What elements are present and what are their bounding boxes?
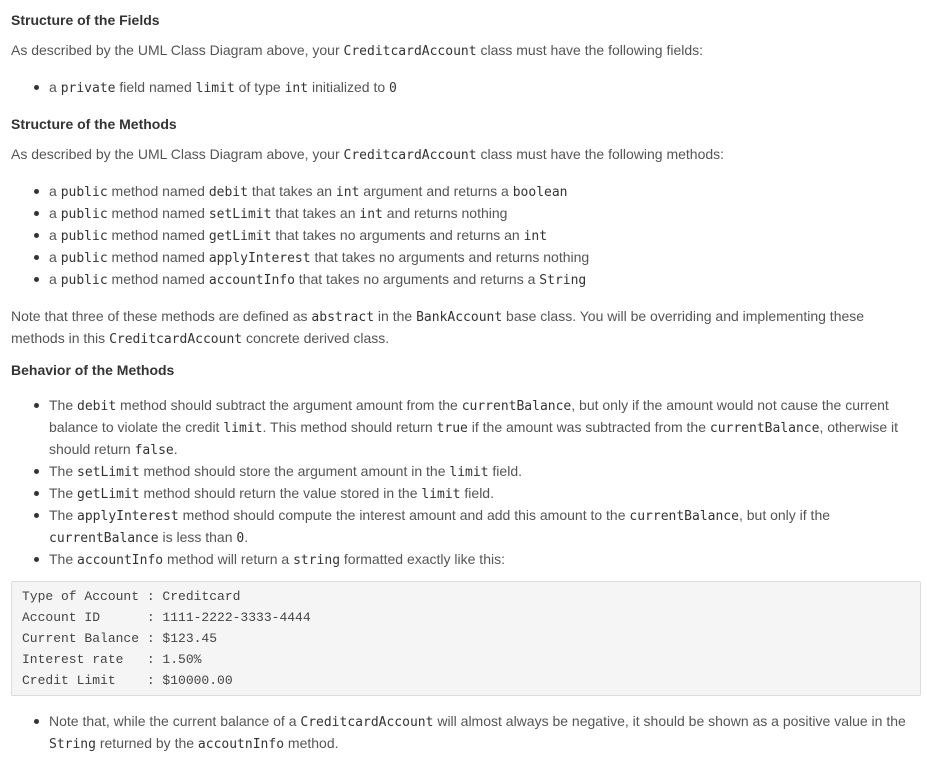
list-item: a public method named debit that takes an int argument and returns a boolean — [49, 181, 921, 203]
behavior-list — [11, 395, 921, 571]
methods-note: Note that three of these methods are defined as abstract in the BankAccount base class. You will be overriding and implementing these methods in this CreditcardAccount concrete derived class. — [11, 308, 865, 347]
list-item: a public method named applyInterest that takes no arguments and returns nothing — [49, 247, 921, 269]
final-note-list — [11, 711, 921, 755]
methods-list — [11, 181, 921, 291]
list-item: a private field named limit of type int initialized to 0 — [49, 77, 921, 99]
list-item: a public method named setLimit that takes an int and returns nothing — [49, 203, 921, 225]
fields-heading: Structure of the Fields — [11, 12, 160, 28]
behavior-heading: Behavior of the Methods — [11, 362, 175, 378]
fields-intro: As described by the UML Class Diagram above, your CreditcardAccount class must have the following fields: — [11, 42, 704, 59]
fields-list — [11, 77, 921, 99]
methods-intro: As described by the UML Class Diagram above, your CreditcardAccount class must have the following methods: — [11, 146, 725, 163]
list-item: The applyInterest method should compute the interest amount and add this amount to the currentBalance, but only if the currentBalance is less than 0. — [49, 505, 921, 549]
list-item: a public method named accountInfo that takes no arguments and returns a String — [49, 269, 921, 291]
list-item: The debit method should subtract the argument amount from the currentBalance, but only if the amount would not cause the current balance to violate the credit limit. This method should return true if the amount was subtracted from the currentBalance, otherwise it should return false. — [49, 395, 921, 461]
list-item: The setLimit method should store the argument amount in the limit field. — [49, 461, 921, 483]
list-item: Note that, while the current balance of a CreditcardAccount will almost always be negative, it should be shown as a positive value in the String returned by the accoutnInfo method. — [49, 711, 921, 755]
account-info-example-code: Type of Account : Creditcard Account ID : 1111-2222-3333-4444 Current Balance : $123.45 Interest rate : 1.50% Credit Limit : $10000.00 — [11, 581, 921, 696]
methods-heading: Structure of the Methods — [11, 116, 177, 132]
list-item: a public method named getLimit that takes no arguments and returns an int — [49, 225, 921, 247]
assignment-document — [11, 0, 921, 755]
list-item: The getLimit method should return the value stored in the limit field. — [49, 483, 921, 505]
list-item: The accountInfo method will return a string formatted exactly like this: — [49, 549, 921, 571]
